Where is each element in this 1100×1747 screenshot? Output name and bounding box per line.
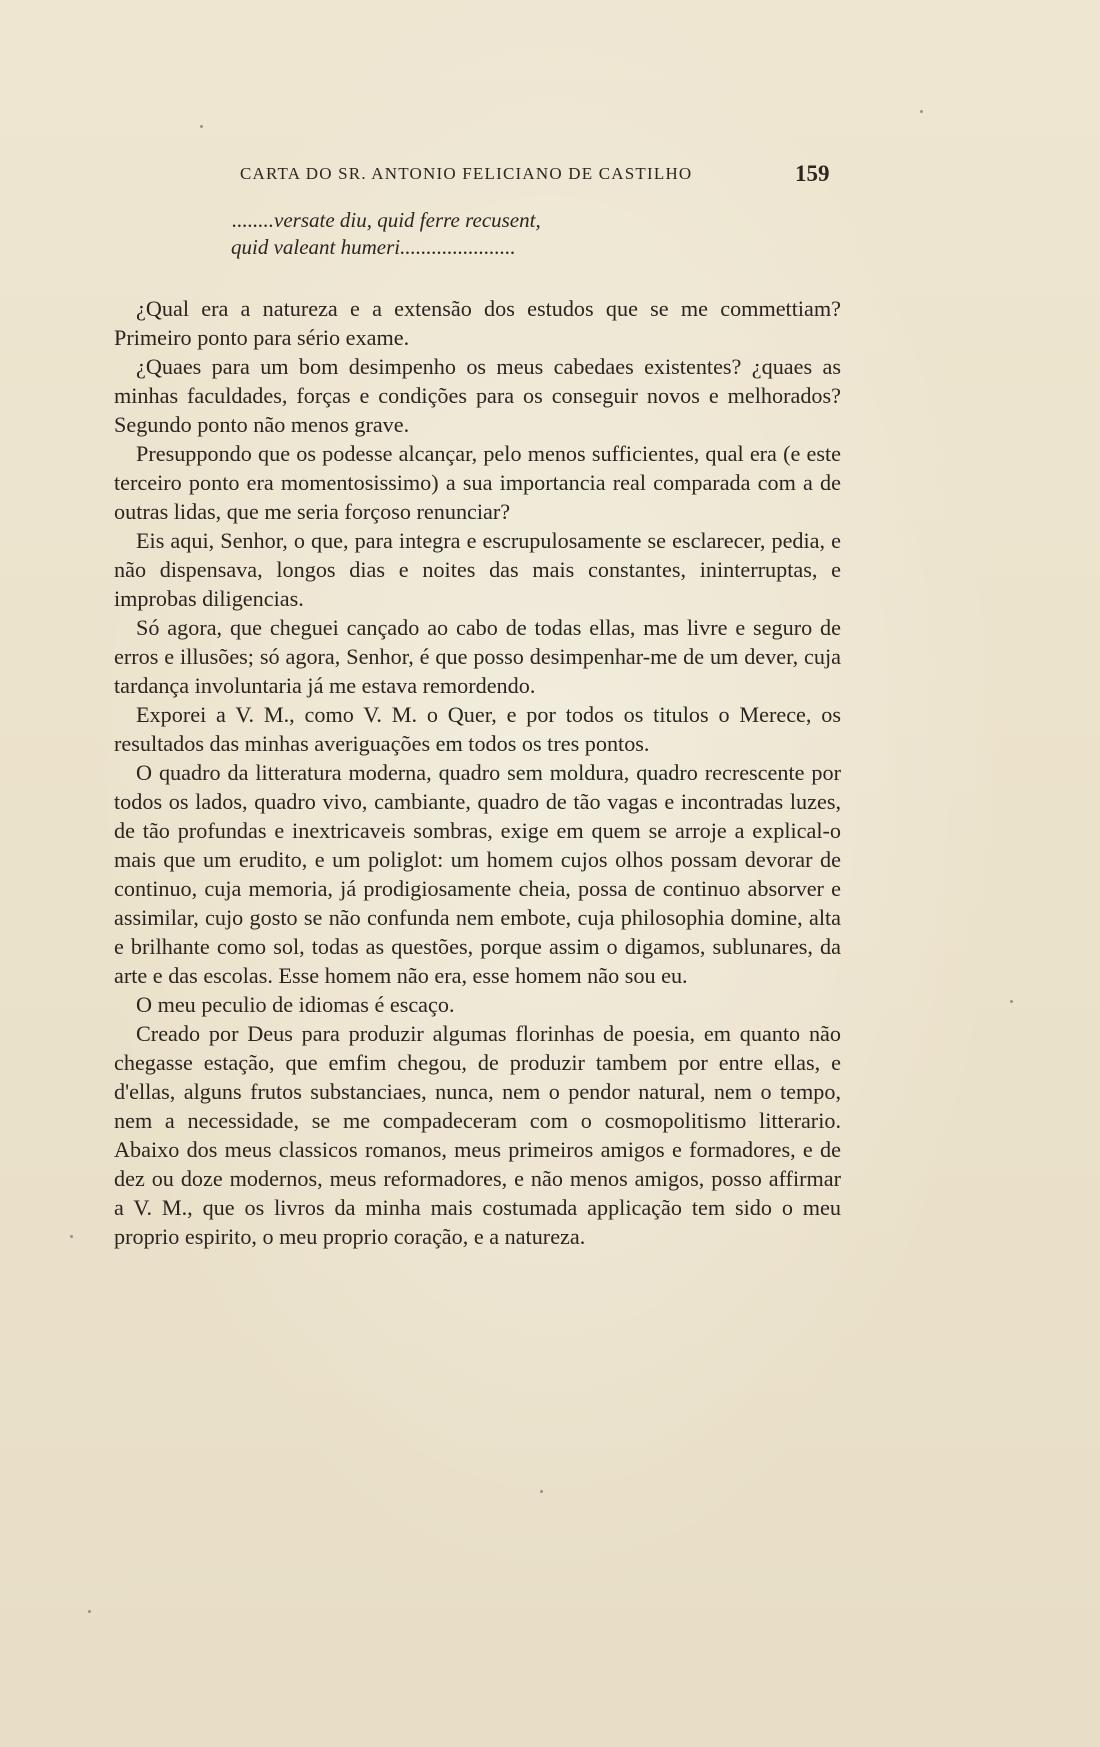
page-number: 159 <box>795 161 830 186</box>
paragraph: Só agora, que cheguei cançado ao cabo de todas ellas, mas livre e seguro de erros e illusões; só agora, Senhor, é que posso desimpenhar-me de um dever, cuja tardança involuntaria já me estava remordendo. <box>114 615 841 698</box>
paper-speck <box>1010 1000 1013 1003</box>
paragraph: O meu peculio de idiomas é escaço. <box>136 992 455 1017</box>
paragraph: Presuppondo que os podesse alcançar, pelo menos sufficientes, qual era (e este terceiro ponto era momentosissimo) a sua importancia real comparada com a de outras lidas, que me seria forçoso renunciar? <box>114 441 841 524</box>
paper-speck <box>200 125 203 128</box>
paragraph: ¿Quaes para um bom desimpenho os meus cabedaes existentes? ¿quaes as minhas faculdades, forças e condições para os conseguir novos e melhorados? Segundo ponto não menos grave. <box>114 354 841 437</box>
paragraph: Eis aqui, Senhor, o que, para integra e escrupulosamente se esclarecer, pedia, e não dispensava, longos dias e noites das mais constantes, ininterruptas, e improbas diligencias. <box>114 528 841 611</box>
paragraph: ¿Qual era a natureza e a extensão dos estudos que se me commettiam? Primeiro ponto para sério exame. <box>114 296 841 350</box>
latin-epigraph <box>232 207 852 261</box>
epigraph-line-2: quid valeant humeri...................... <box>231 235 516 259</box>
running-head: CARTA DO SR. ANTONIO FELICIANO DE CASTILHO <box>240 164 693 183</box>
epigraph-line-1: ........versate diu, quid ferre recusent, <box>232 208 541 232</box>
paper-speck <box>920 110 923 113</box>
paper-speck <box>88 1610 91 1613</box>
paragraph: Creado por Deus para produzir algumas florinhas de poesia, em quanto não chegasse estação, que emfim chegou, de produzir tambem por entre ellas, e d'ellas, alguns frutos substanciaes, nunca, nem o pendor natural, nem o tempo, nem a necessidade, se me compadeceram com o cosmopolitismo litterario. Abaixo dos meus classicos romanos, meus primeiros amigos e formadores, e de dez ou doze modernos, meus reformadores, e não menos amigos, posso affirmar a V. M., que os livros da minha mais costumada applicação tem sido o meu proprio espirito, o meu proprio coração, e a natureza. <box>114 1021 841 1249</box>
paper-speck <box>70 1235 73 1238</box>
paragraph: O quadro da litteratura moderna, quadro sem moldura, quadro recrescente por todos os lados, quadro vivo, cambiante, quadro de tão vagas e incontradas luzes, de tão profundas e inextricaveis sombras, exige em quem se arroje a explical-o mais que um erudito, e um poliglot: um homem cujos olhos possam devorar de continuo, cuja memoria, já prodigiosamente cheia, possa de continuo absorver e assimilar, cujo gosto se não confunda nem embote, cuja philosophia domine, alta e brilhante como sol, todas as questões, porque assim o digamos, sublunares, da arte e das escolas. Esse homem não era, esse homem não sou eu. <box>114 760 841 988</box>
paragraph: Exporei a V. M., como V. M. o Quer, e por todos os titulos o Merece, os resultados das minhas averiguações em todos os tres pontos. <box>114 702 841 756</box>
body-text <box>114 294 841 1251</box>
paper-speck <box>540 1490 543 1493</box>
